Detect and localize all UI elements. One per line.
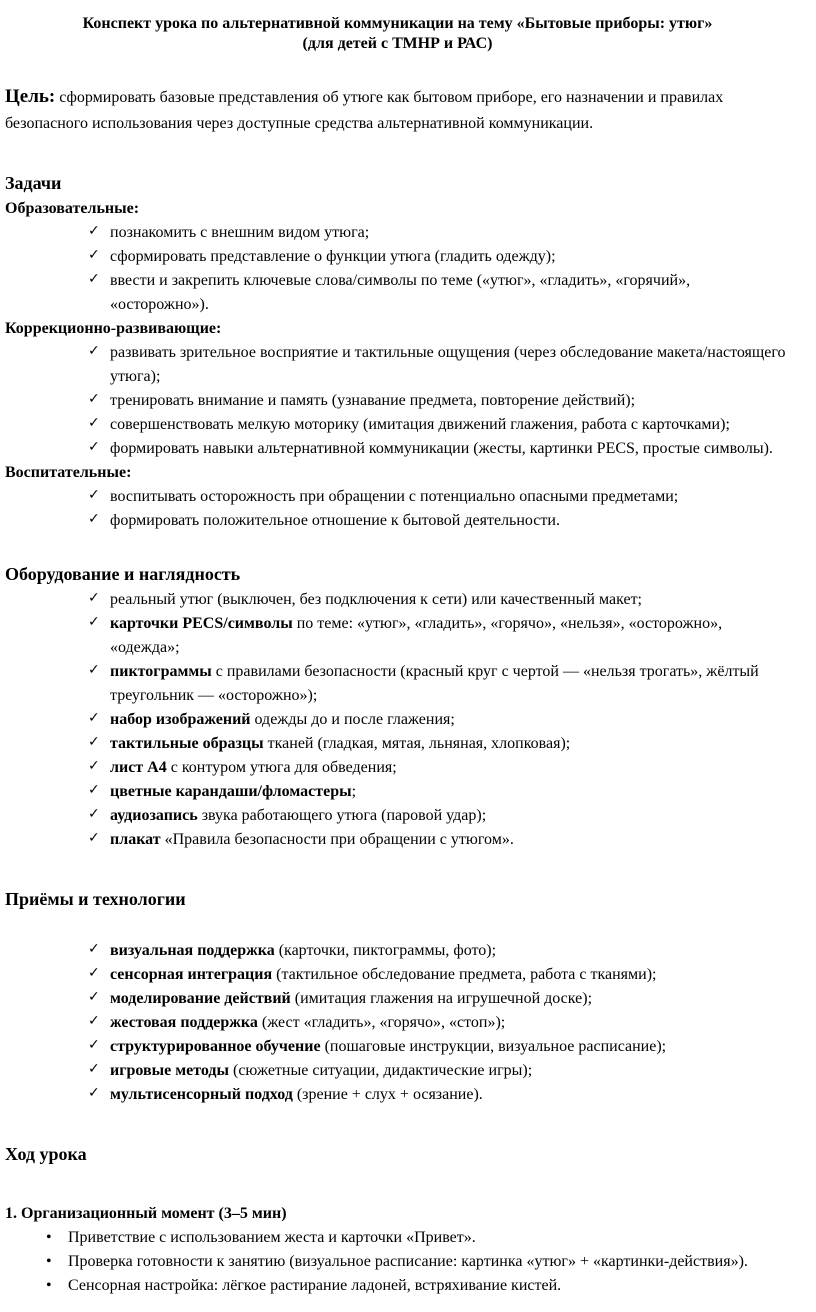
list-item-text: воспитывать осторожность при обращении с потенциально опасными предметами; (110, 487, 679, 505)
list-item (5, 269, 790, 317)
tasks-upbringing-list (5, 485, 790, 533)
checkmark-bullet-icon: ✓ (88, 270, 100, 287)
list-item (5, 437, 790, 461)
list-item (5, 756, 790, 780)
checkmark-bullet-icon: ✓ (88, 733, 100, 750)
list-item (5, 1226, 790, 1250)
list-item-text: «Правила безопасности при обращении с утюгом». (160, 830, 514, 848)
tasks-group-correctional-label: Коррекционно-развивающие: (5, 319, 222, 337)
list-item-text: Сенсорная настройка: лёгкое растирание ладоней, встряхивание кистей. (68, 1276, 562, 1294)
list-item (5, 341, 790, 389)
checkmark-bullet-icon: ✓ (88, 510, 100, 527)
list-item-bold: карточки PECS/символы (110, 614, 293, 632)
list-item-text: тренировать внимание и память (узнавание предмета, повторение действий); (110, 391, 636, 409)
list-item (5, 987, 790, 1011)
list-item-text: одежды до и после глажения; (250, 710, 455, 728)
list-item-bold: лист А4 (110, 758, 167, 776)
list-item (5, 1083, 790, 1107)
list-item-text: Проверка готовности к занятию (визуальное расписание: картинка «утюг» + «картинки-действия»). (68, 1252, 748, 1270)
tasks-educational-list (5, 221, 790, 317)
list-item (5, 939, 790, 963)
stage1-heading: 1. Организационный момент (3–5 мин) (5, 1204, 287, 1222)
list-item-text: (пошаговые инструкции, визуальное расписание); (320, 1037, 667, 1055)
goal-paragraph (5, 83, 790, 136)
list-item (5, 732, 790, 756)
list-item-text: (тактильное обследование предмета, работа с тканями); (272, 965, 657, 983)
checkmark-bullet-icon: ✓ (88, 661, 100, 678)
checkmark-bullet-icon: ✓ (88, 1060, 100, 1077)
document-title-line2: (для детей с ТМНР и РАС) (302, 34, 493, 52)
checkmark-bullet-icon: ✓ (88, 390, 100, 407)
list-item (5, 588, 790, 612)
list-item-text: познакомить с внешним видом утюга; (110, 223, 370, 241)
list-item-text: (имитация глажения на игрушечной доске); (290, 989, 593, 1007)
goal-label: Цель: (5, 86, 56, 108)
document-title (5, 14, 790, 53)
list-item-bold: цветные карандаши/фломастеры (110, 782, 352, 800)
list-item (5, 485, 790, 509)
list-item (5, 804, 790, 828)
methods-list (5, 939, 790, 1107)
goal-text: сформировать базовые представления об утюге как бытовом приборе, его назначении и правилах безопасного использования через доступные средства альтернативной коммуникации. (5, 89, 724, 132)
list-item-bold: жестовая поддержка (110, 1013, 258, 1031)
dot-bullet-icon: • (46, 1276, 52, 1294)
list-item (5, 1059, 790, 1083)
checkmark-bullet-icon: ✓ (88, 222, 100, 239)
equipment-heading: Оборудование и наглядность (5, 563, 241, 584)
list-item-text: ввести и закрепить ключевые слова/символы по теме («утюг», «гладить», «горячий», «осторожно»). (110, 271, 691, 313)
list-item (5, 963, 790, 987)
checkmark-bullet-icon: ✓ (88, 486, 100, 503)
document-title-line1: Конспект урока по альтернативной коммуникации на тему «Бытовые приборы: утюг» (82, 15, 713, 32)
checkmark-bullet-icon: ✓ (88, 1036, 100, 1053)
checkmark-bullet-icon: ✓ (88, 414, 100, 431)
checkmark-bullet-icon: ✓ (88, 589, 100, 606)
list-item-text: ; (351, 782, 357, 800)
tasks-group-upbringing-label: Воспитательные: (5, 463, 132, 481)
list-item-bold: пиктограммы (110, 662, 212, 680)
list-item-text: сформировать представление о функции утюга (гладить одежду); (110, 247, 556, 265)
list-item-bold: моделирование действий (110, 989, 291, 1007)
list-item-text: (жест «гладить», «горячо», «стоп»); (257, 1013, 506, 1031)
list-item (5, 708, 790, 732)
list-item-text: (сюжетные ситуации, дидактические игры); (229, 1061, 533, 1079)
methods-heading: Приёмы и технологии (5, 888, 186, 909)
checkmark-bullet-icon: ✓ (88, 988, 100, 1005)
list-item (5, 660, 790, 708)
list-item-text: с правилами безопасности (красный круг с чертой — «нельзя трогать», жёлтый треугольник — «осторожно»); (110, 662, 759, 704)
list-item-text: формировать положительное отношение к бытовой деятельности. (110, 511, 560, 529)
list-item-text: звука работающего утюга (паровой удар); (197, 806, 487, 824)
list-item-text: (карточки, пиктограммы, фото); (274, 941, 497, 959)
list-item-bold: тактильные образцы (110, 734, 264, 752)
list-item (5, 389, 790, 413)
checkmark-bullet-icon: ✓ (88, 438, 100, 455)
list-item (5, 1011, 790, 1035)
tasks-group-educational-label: Образовательные: (5, 199, 140, 217)
list-item-bold: аудиозапись (110, 806, 198, 824)
list-item-bold: набор изображений (110, 710, 251, 728)
list-item (5, 509, 790, 533)
checkmark-bullet-icon: ✓ (88, 805, 100, 822)
lesson-flow-heading: Ход урока (5, 1143, 87, 1164)
list-item-text: с контуром утюга для обведения; (166, 758, 397, 776)
list-item (5, 1274, 790, 1298)
list-item-bold: мультисенсорный подход (110, 1085, 293, 1103)
list-item-bold: визуальная поддержка (110, 941, 275, 959)
list-item (5, 413, 790, 437)
list-item-bold: структурированное обучение (110, 1037, 321, 1055)
checkmark-bullet-icon: ✓ (88, 940, 100, 957)
list-item-text: Приветствие с использованием жеста и карточки «Привет». (68, 1228, 476, 1246)
list-item (5, 780, 790, 804)
list-item-text: совершенствовать мелкую моторику (имитация движений глажения, работа с карточками); (110, 415, 730, 433)
list-item-text: формировать навыки альтернативной коммуникации (жесты, картинки PECS, простые символы). (110, 439, 773, 457)
list-item (5, 1250, 790, 1274)
checkmark-bullet-icon: ✓ (88, 757, 100, 774)
checkmark-bullet-icon: ✓ (88, 781, 100, 798)
list-item (5, 221, 790, 245)
list-item (5, 1035, 790, 1059)
dot-bullet-icon: • (46, 1252, 52, 1270)
tasks-correctional-list (5, 341, 790, 461)
list-item-bold: игровые методы (110, 1061, 229, 1079)
tasks-heading: Задачи (5, 172, 62, 193)
list-item-bold: плакат (110, 830, 161, 848)
checkmark-bullet-icon: ✓ (88, 709, 100, 726)
list-item-text: тканей (гладкая, мятая, льняная, хлопковая); (263, 734, 571, 752)
checkmark-bullet-icon: ✓ (88, 613, 100, 630)
list-item-text: развивать зрительное восприятие и тактильные ощущения (через обследование макета/настоящего утюга); (110, 343, 786, 385)
list-item (5, 245, 790, 269)
dot-bullet-icon: • (46, 1228, 52, 1246)
equipment-list (5, 588, 790, 852)
checkmark-bullet-icon: ✓ (88, 246, 100, 263)
checkmark-bullet-icon: ✓ (88, 964, 100, 981)
stage1-list (5, 1226, 790, 1298)
checkmark-bullet-icon: ✓ (88, 1012, 100, 1029)
checkmark-bullet-icon: ✓ (88, 342, 100, 359)
list-item-text: реальный утюг (выключен, без подключения к сети) или качественный макет; (110, 590, 642, 608)
list-item-bold: сенсорная интеграция (110, 965, 273, 983)
list-item-text: (зрение + слух + осязание). (292, 1085, 483, 1103)
checkmark-bullet-icon: ✓ (88, 1084, 100, 1101)
list-item (5, 612, 790, 660)
list-item (5, 828, 790, 852)
checkmark-bullet-icon: ✓ (88, 829, 100, 846)
list-item-text: по теме: «утюг», «гладить», «горячо», «нельзя», «осторожно», «одежда»; (110, 614, 723, 656)
